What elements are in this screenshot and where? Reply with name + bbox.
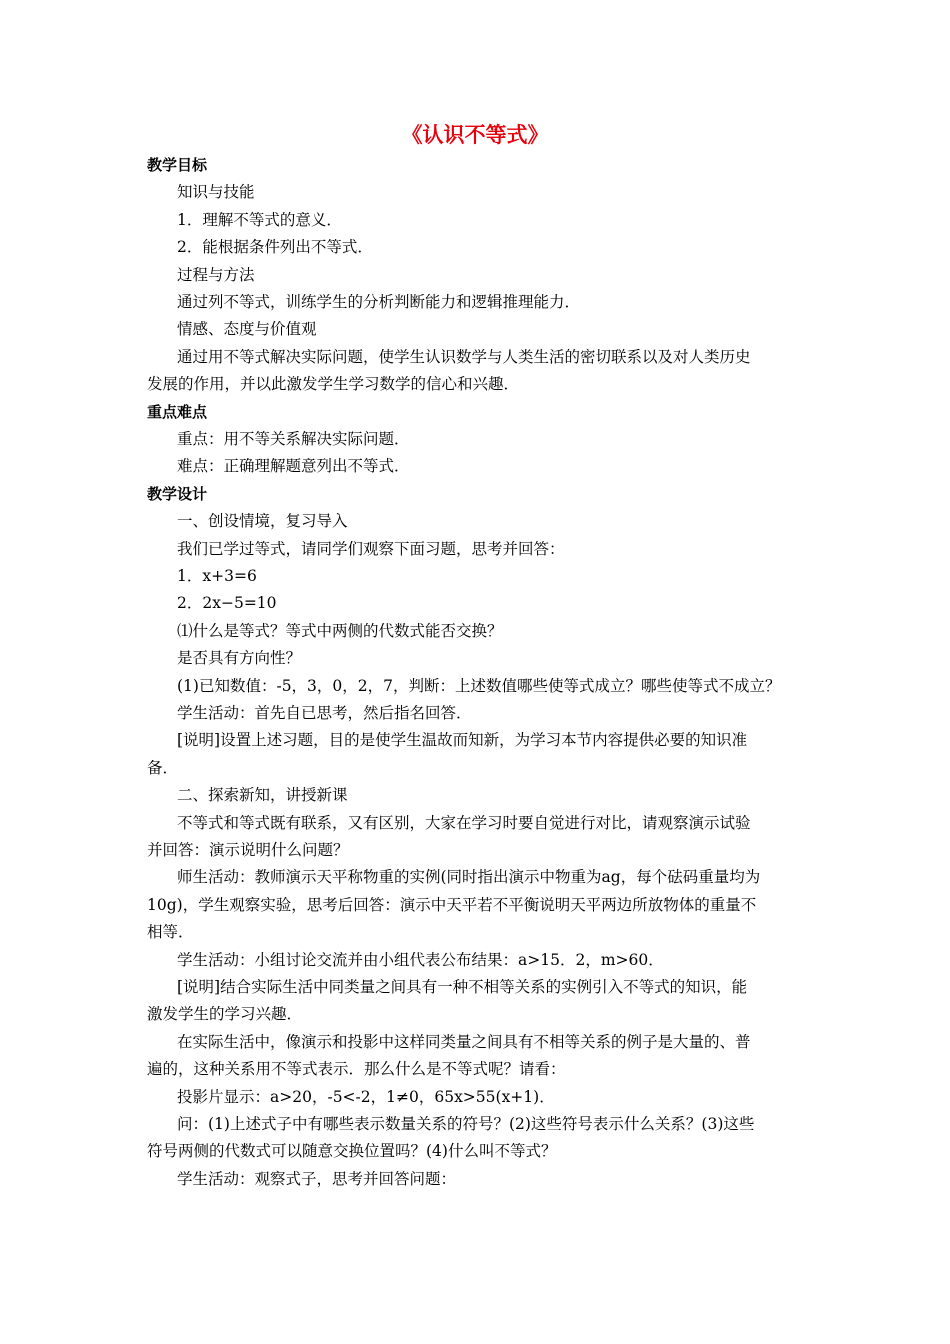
- text-line: (1)已知数值：-5，3，0，2，7，判断：上述数值哪些使等式成立？哪些使等式不成立？: [177, 676, 781, 695]
- text-line: 重点：用不等关系解决实际问题．: [177, 430, 410, 448]
- text-line: 通过用不等式解决实际问题，使学生认识数学与人类生活的密切联系以及对人类历史: [177, 347, 751, 366]
- text-line: [说明]设置上述习题，目的是使学生温故而知新，为学习本节内容提供必要的知识准: [177, 731, 748, 750]
- text-line: 1．x+3=6: [177, 567, 257, 585]
- section-heading: 教学目标: [147, 156, 208, 174]
- text-line: 是否具有方向性？: [177, 649, 302, 668]
- document-title: 《认识不等式》: [401, 123, 549, 147]
- text-line: 通过列不等式，训练学生的分析判断能力和逻辑推理能力．: [177, 293, 581, 311]
- text-line: 不等式和等式既有联系，又有区别，大家在学习时要自觉进行对比，请观察演示试验: [177, 813, 751, 832]
- text-line: 并回答：演示说明什么问题？: [147, 841, 349, 859]
- text-line: 我们已学过等式，请同学们观察下面习题，思考并回答：: [177, 539, 565, 558]
- text-line: 备．: [147, 758, 179, 777]
- text-line: 10g)，学生观察实验，思考后回答：演示中天平若不平衡说明天平两边所放物体的重量不: [147, 895, 757, 914]
- text-line: 二、探索新知，讲授新课: [177, 786, 348, 805]
- text-line: 1．理解不等式的意义．: [177, 210, 342, 229]
- text-line: 投影片显示：a>20，-5<-2，1≠0，65x>55(x+1)．: [177, 1087, 555, 1106]
- text-line: 学生活动：观察式子，思考并回答问题：: [177, 1169, 457, 1188]
- text-line: [说明]结合实际生活中同类量之间具有一种不相等关系的实例引入不等式的知识，能: [177, 978, 748, 996]
- text-line: 激发学生的学习兴趣．: [147, 1005, 303, 1024]
- text-line: 问：(1)上述式子中有哪些表示数量关系的符号？(2)这些符号表示什么关系？(3)这些: [177, 1115, 755, 1133]
- text-line: 2．2x−5=10: [177, 594, 277, 613]
- text-line: 情感、态度与价值观: [177, 320, 317, 339]
- text-line: 师生活动：教师演示天平称物重的实例(同时指出演示中物重为ag，每个砝码重量均为: [177, 868, 761, 887]
- text-line: 难点：正确理解题意列出不等式．: [177, 457, 410, 476]
- text-line: 发展的作用，并以此激发学生学习数学的信心和兴趣．: [147, 375, 520, 394]
- text-line: 相等．: [147, 923, 194, 942]
- text-line: 学生活动：小组讨论交流并由小组代表公布结果：a>15．2，m>60．: [177, 950, 664, 969]
- text-line: 学生活动：首先自已思考，然后指名回答．: [177, 704, 472, 722]
- text-line: 在实际生活中，像演示和投影中这样同类量之间具有不相等关系的例子是大量的、普: [177, 1032, 751, 1051]
- text-line: 符号两侧的代数式可以随意交换位置吗？(4)什么叫不等式？: [147, 1142, 557, 1161]
- text-line: ⑴什么是等式？等式中两侧的代数式能否交换？: [177, 621, 503, 640]
- section-heading: 教学设计: [147, 484, 208, 503]
- text-line: 一、创设情境，复习导入: [177, 512, 348, 531]
- text-line: 2．能根据条件列出不等式．: [177, 238, 373, 257]
- text-line: 过程与方法: [177, 265, 255, 284]
- section-heading: 重点难点: [147, 402, 208, 421]
- text-line: 知识与技能: [177, 183, 255, 202]
- text-line: 遍的，这种关系用不等式表示．那么什么是不等式呢？请看：: [147, 1060, 566, 1079]
